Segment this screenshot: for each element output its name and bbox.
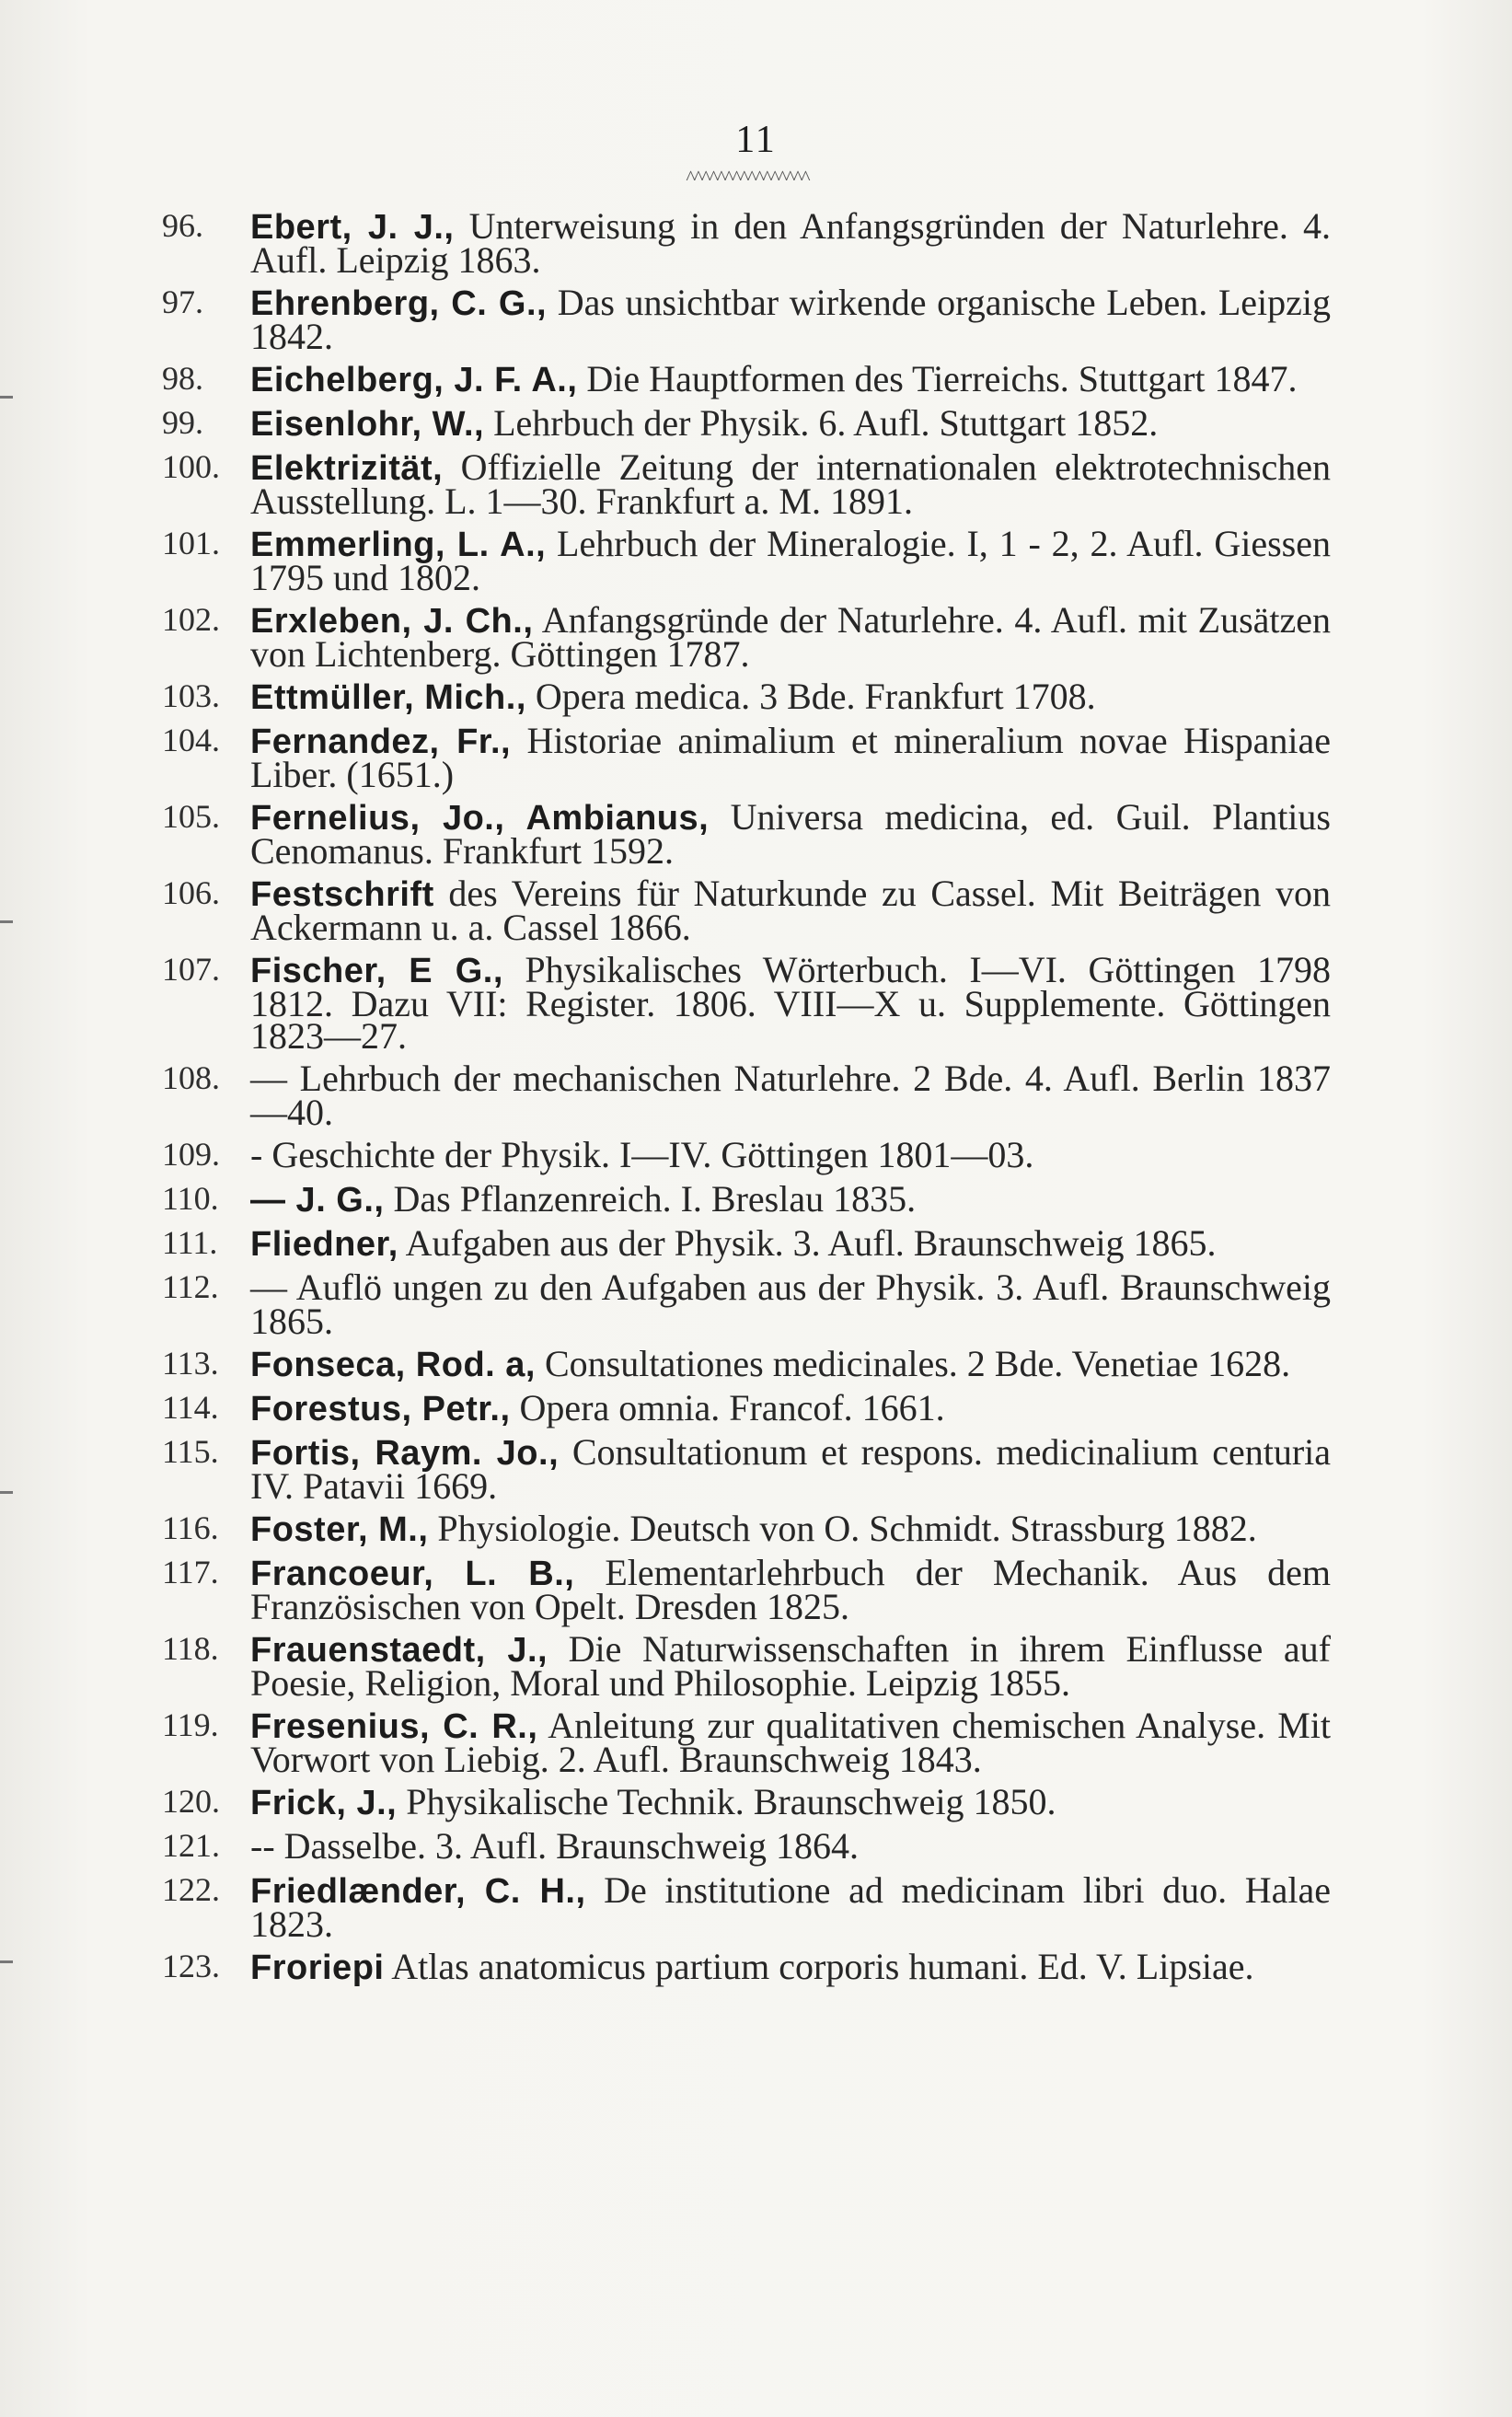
bibliography-entry: [162, 446, 1331, 522]
entry-number: 111.: [162, 1224, 218, 1261]
bibliography-entry: [162, 676, 1331, 717]
entry-author: Frick, J.,: [250, 1784, 398, 1822]
margin-mark: [0, 1491, 13, 1494]
entry-number: 104.: [162, 722, 220, 758]
entry-author: Fresenius, C. R.,: [250, 1707, 538, 1746]
bibliography-entry: [162, 1946, 1331, 1987]
bibliography-entry: [162, 1705, 1331, 1780]
entry-number: 113.: [162, 1345, 219, 1382]
entry-text: Universa medicina, ed. Guil. Plantius Cenomanus. Frankfurt 1592.: [250, 796, 1331, 872]
entry-number: 121.: [162, 1827, 220, 1864]
entry-number: 115.: [162, 1433, 219, 1470]
bibliography-entry: [162, 1825, 1331, 1867]
entry-author: Emmerling, L. A.,: [250, 526, 547, 564]
bibliography-entry: [162, 1508, 1331, 1549]
bibliography-entry: [162, 873, 1331, 948]
bibliography-entry: [162, 1552, 1331, 1627]
entry-text: Opera omnia. Francof. 1661.: [510, 1387, 945, 1428]
entry-author: Friedlænder, C. H.,: [250, 1872, 586, 1911]
entry-text: Unterweisung in den Anfangsgründen der Naturlehre. 4. Aufl. Leipzig 1863.: [250, 205, 1332, 281]
entry-number: 106.: [162, 874, 220, 911]
entry-text: Consultationum et respons. medicinalium centuria IV. Patavii 1669.: [250, 1431, 1332, 1507]
entry-number: 109.: [162, 1136, 220, 1173]
entry-text: — Lehrbuch der mechanischen Naturlehre. 2 Bde. 4. Aufl. Berlin 1837—40.: [250, 1058, 1331, 1133]
entry-number: 105.: [162, 798, 220, 835]
entry-author: Fortis, Raym. Jo.,: [250, 1434, 560, 1473]
entry-number: 116.: [162, 1509, 219, 1546]
entry-number: 103.: [162, 677, 220, 714]
bibliography-entry: [162, 282, 1331, 357]
bibliography-entry: [162, 1628, 1331, 1704]
entry-author: Eisenlohr, W.,: [250, 405, 485, 444]
entry-author: Ehrenberg, C. G.,: [250, 284, 548, 323]
entry-number: 123.: [162, 1948, 220, 1984]
entry-author: Fernelius, Jo., Ambianus,: [250, 799, 710, 838]
entry-text: Lehrbuch der Physik. 6. Aufl. Stuttgart 1852.: [484, 402, 1159, 444]
entry-text: Offizielle Zeitung der internationalen elektrotechnischen Ausstellung. L. 1—30. Frankfurt a. M. 1891.: [250, 446, 1331, 522]
bibliography-entry: [162, 1343, 1331, 1384]
entry-number: 112.: [162, 1268, 219, 1305]
bibliography-entry: [162, 720, 1332, 795]
entry-author: Ebert, J. J.,: [250, 208, 455, 247]
entry-number: 110.: [162, 1180, 219, 1217]
entry-author: Fonseca, Rod. a,: [250, 1346, 536, 1384]
entry-text: Die Hauptformen des Tierreichs. Stuttgart 1847.: [577, 358, 1298, 399]
bibliography-entry: [162, 1869, 1332, 1945]
bibliography-entry: [162, 1134, 1331, 1175]
entry-text: Anleitung zur qualitativen chemischen Analyse. Mit Vorwort von Liebig. 2. Aufl. Braunschweig 1843.: [250, 1705, 1331, 1780]
entry-text: Consultationes medicinales. 2 Bde. Venetiae 1628.: [535, 1343, 1291, 1384]
entry-number: 101.: [162, 525, 220, 561]
entry-author: Frauenstaedt, J.,: [250, 1631, 548, 1670]
entry-author: Francoeur, L. B.,: [250, 1555, 575, 1593]
entry-author: Fliedner,: [250, 1225, 398, 1264]
entry-author: Elektrizität,: [250, 449, 444, 488]
bibliography-entry: [162, 949, 1331, 1057]
entry-text: Physiologie. Deutsch von O. Schmidt. Strassburg 1882.: [428, 1508, 1257, 1549]
bibliography-entry: [162, 599, 1332, 675]
entry-text: Anfangsgründe der Naturlehre. 4. Aufl. mit Zusätzen von Lichtenberg. Göttingen 1787.: [250, 599, 1332, 675]
bibliography-list: [162, 205, 1332, 1995]
bibliography-entry: [162, 358, 1331, 399]
entry-text: des Vereins für Naturkunde zu Cassel. Mit Beiträgen von Ackermann u. a. Cassel 1866.: [250, 873, 1331, 948]
entry-number: 114.: [162, 1389, 219, 1426]
entry-text: Lehrbuch der Mineralogie. I, 1 - 2, 2. Aufl. Giessen 1795 und 1802.: [250, 523, 1332, 598]
entry-text: Elementarlehrbuch der Mechanik. Aus dem Französischen von Opelt. Dresden 1825.: [250, 1552, 1331, 1627]
entry-text: Atlas anatomicus partium corporis humani. Ed. V. Lipsiae.: [384, 1946, 1254, 1987]
bibliography-entry: [162, 1178, 1331, 1220]
entry-number: 100.: [162, 448, 220, 485]
entry-text: Opera medica. 3 Bde. Frankfurt 1708.: [525, 676, 1096, 717]
margin-mark: [0, 920, 13, 923]
bibliography-entry: [162, 1781, 1331, 1822]
entry-text: Historiae animalium et mineralium novae Hispaniae Liber. (1651.): [250, 720, 1332, 795]
entry-author: Fernandez, Fr.,: [250, 723, 512, 761]
bibliography-entry: [162, 1058, 1331, 1133]
entry-text: -- Dasselbe. 3. Aufl. Braunschweig 1864.: [250, 1825, 859, 1867]
bibliography-entry: [162, 1431, 1332, 1507]
bibliography-entry: [162, 402, 1331, 444]
entry-number: 97.: [162, 283, 203, 320]
entry-text: Die Naturwissenschaften in ihrem Einflusse auf Poesie, Religion, Moral und Philosophie. Leipzig 1855.: [250, 1628, 1331, 1704]
entry-number: 120.: [162, 1783, 220, 1820]
entry-author: Festschrift: [250, 875, 434, 914]
entry-number: 102.: [162, 601, 220, 638]
entry-text: Aufgaben aus der Physik. 3. Aufl. Braunschweig 1865.: [398, 1222, 1217, 1264]
bibliography-entry: [162, 1222, 1331, 1264]
page-number: 11: [735, 119, 777, 161]
entry-author: Foster, M.,: [250, 1510, 429, 1549]
bibliography-entry: [162, 523, 1332, 598]
entry-text: - Geschichte der Physik. I—IV. Göttingen 1801—03.: [250, 1134, 1034, 1175]
entry-text: De institutione ad medicinam libri duo. Halae 1823.: [250, 1869, 1332, 1945]
entry-number: 122.: [162, 1871, 220, 1908]
entry-number: 107.: [162, 951, 220, 988]
entry-number: 98.: [162, 360, 203, 397]
margin-mark: [0, 1960, 13, 1963]
entry-text: Das Pflanzenreich. I. Breslau 1835.: [384, 1178, 917, 1220]
page-number-ornament: ^^^^^^^^^^^^^^^^: [686, 166, 809, 189]
entry-number: 118.: [162, 1630, 219, 1667]
entry-author: Erxleben, J. Ch.,: [250, 602, 534, 641]
entry-author: Fischer, E G.,: [250, 952, 503, 990]
entry-number: 99.: [162, 404, 203, 441]
entry-text: — Auflö ungen zu den Aufgaben aus der Physik. 3. Aufl. Braunschweig 1865.: [250, 1266, 1331, 1342]
entry-author: Eichelberg, J. F. A.,: [250, 361, 578, 399]
entry-number: 119.: [162, 1706, 219, 1743]
entry-number: 117.: [162, 1554, 219, 1590]
bibliography-entry: [162, 205, 1332, 281]
entry-text: Physikalische Technik. Braunschweig 1850.: [397, 1781, 1056, 1822]
entry-author: — J. G.,: [250, 1181, 385, 1220]
entry-number: 108.: [162, 1059, 220, 1096]
entry-number: 96.: [162, 207, 203, 244]
bibliography-entry: [162, 796, 1331, 872]
entry-text: Das unsichtbar wirkende organische Leben. Leipzig 1842.: [250, 282, 1331, 357]
margin-mark: [0, 396, 13, 399]
bibliography-entry: [162, 1387, 1331, 1428]
entry-author: Froriepi: [250, 1949, 385, 1987]
entry-author: Forestus, Petr.,: [250, 1390, 511, 1428]
bibliography-entry: [162, 1266, 1331, 1342]
entry-text: Physikalisches Wörterbuch. I—VI. Göttingen 1798 1812. Dazu VII: Register. 1806. VIII—X u. Supplemente. Göttingen 1823—27.: [250, 949, 1331, 1057]
entry-author: Ettmüller, Mich.,: [250, 678, 526, 717]
